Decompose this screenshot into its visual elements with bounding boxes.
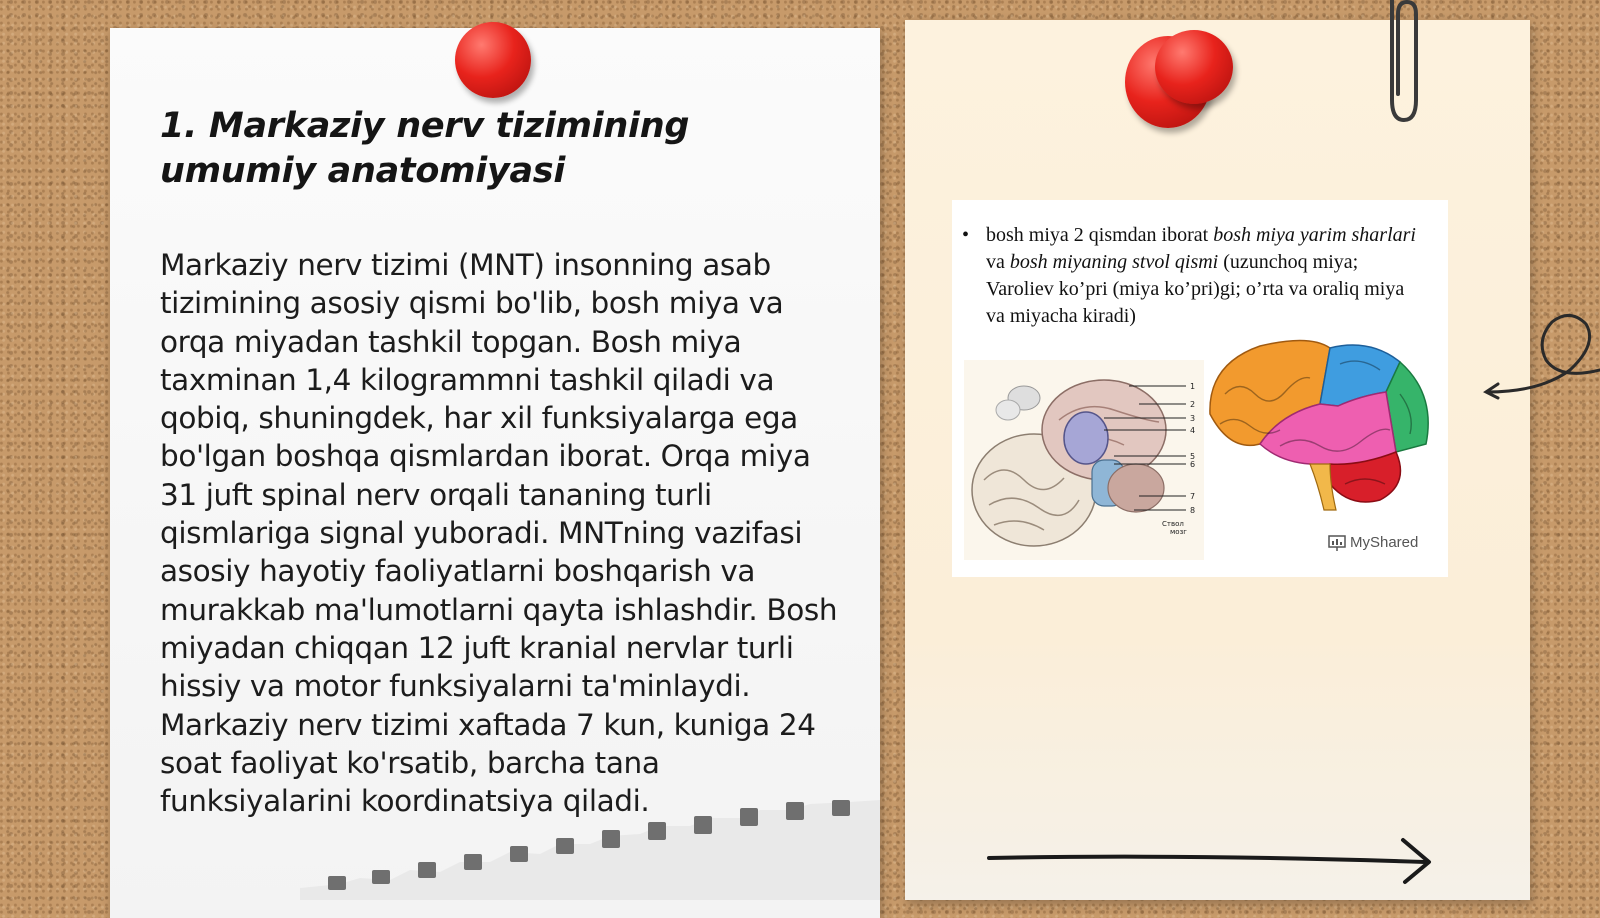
brainstem-illustration [964,360,1204,560]
figure-text-italic: bosh miya yarim sharlari [1213,224,1416,246]
figure-text-part: va [986,251,1010,273]
paperclip-icon [1378,0,1422,126]
presentation-icon [1328,535,1346,551]
label-number: 5 [1190,452,1196,461]
watermark-text: MyShared [1350,534,1419,551]
myshared-watermark [1328,534,1418,551]
label-number: 1 [1190,382,1196,391]
label-number: 8 [1190,506,1196,515]
brain-figure-card [952,200,1448,577]
red-pushpin [455,22,531,98]
red-pushpin-front [1155,30,1233,104]
arrow-right-icon [985,836,1445,886]
figure-text-part: bosh miya 2 qismdan iborat [986,224,1214,246]
label-number: 4 [1190,426,1196,435]
slide-title: 1. Markaziy nerv tizimining umumiy anatomiyasi [160,106,690,191]
curly-arrow-icon [1480,310,1600,410]
figure-bullet-text [962,222,1426,330]
bullet-marker: • [962,224,970,246]
body-paragraph: Markaziy nerv tizimi (MNT) insonning asab tizimining asosiy qismi bo'lib, bosh miya va orqa miyadan tashkil topgan. Bosh miya taxminan 1,4 kilogrammni tashkil qiladi va qobiq, shuningdek, har xil funksiyalarga ega bo'lgan boshqa qismlardan iborat. Orqa miya 31 juft spinal nerv orqali tananing turli qismlariga signal yuboradi. MNTning vazifasi asosiy hayotiy faoliyatlarni boshqarish va murakkab ma'lumotlarni qayta ishlashdir. Bosh miyadan chiqqan 12 juft kranial nervlar turli hissiy va motor funksiyalarni ta'minlaydi. Markaziy nerv tizimi xaftada 7 kun, kuniga 24 soat faoliyat ko'rsatib, barcha tana funksiyalarini koordinatsiya qiladi. [160,248,838,819]
label-caption: мозг [1170,528,1187,536]
figure-text-italic: bosh miyaning stvol qismi [1009,251,1219,273]
label-number: 2 [1190,400,1196,409]
label-caption: Ствол [1162,520,1184,528]
label-number: 6 [1190,460,1196,469]
brain-lobes-illustration [1200,334,1442,516]
label-number: 7 [1190,492,1196,501]
figure-text-part: (uzunchoq miya; Varoliev ko’pri (miya ko’pri)gi; o’rta va oraliq miya va miyacha kiradi) [986,251,1405,327]
label-number: 3 [1190,414,1196,423]
